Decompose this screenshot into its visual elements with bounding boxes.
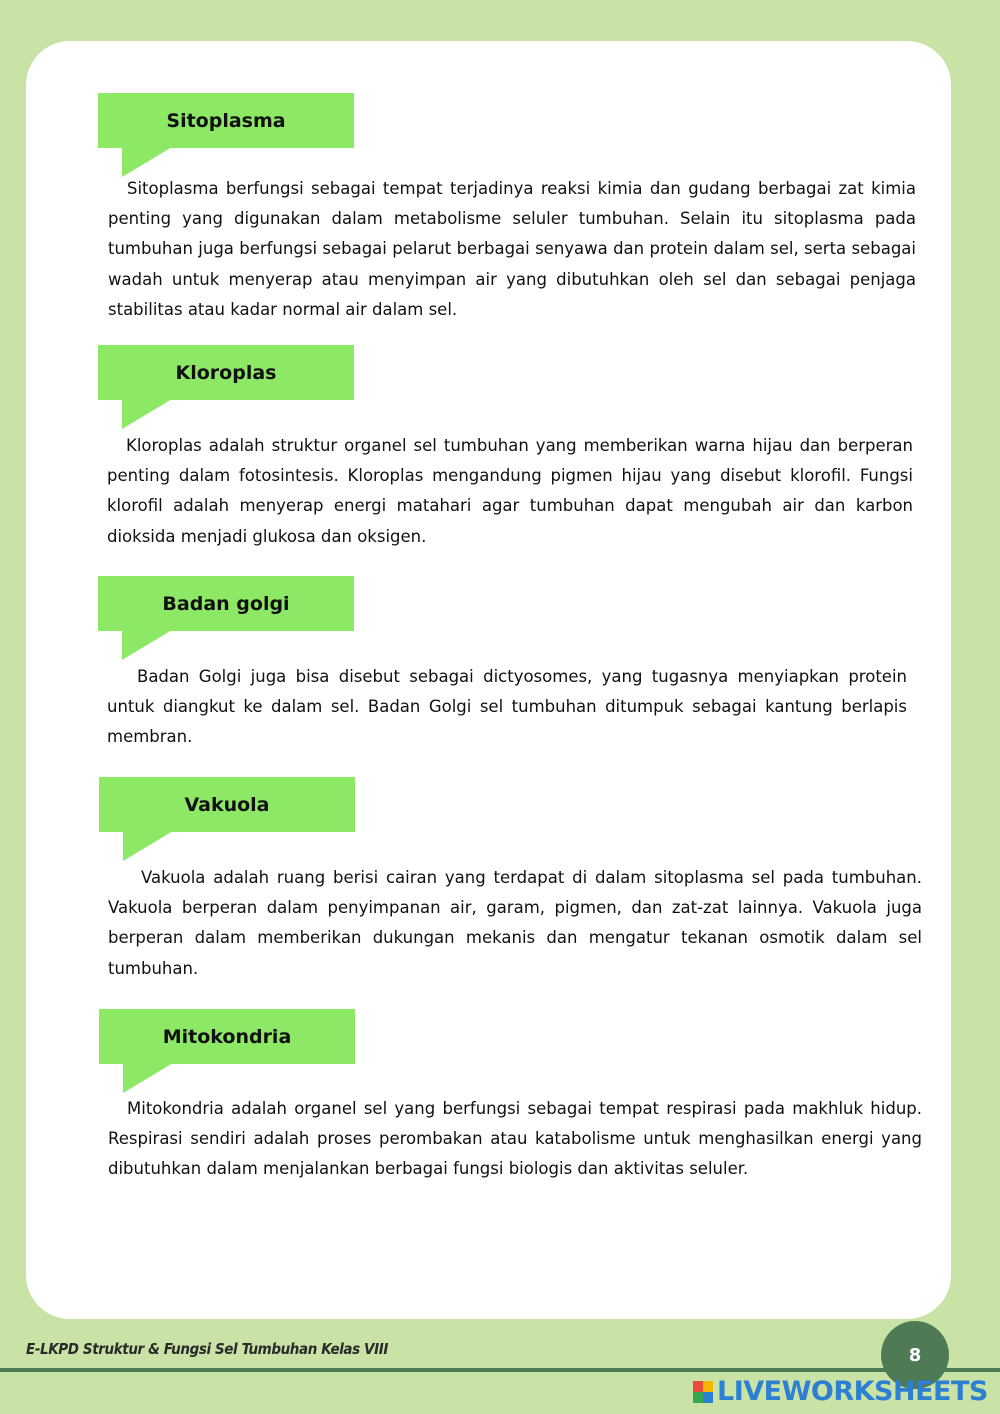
section-label: Kloroplas: [98, 345, 354, 400]
section-paragraph: Vakuola adalah ruang berisi cairan yang terdapat di dalam sitoplasma sel pada tumbuhan. Vakuola berperan dalam penyimpanan air, garam, pigmen, dan zat-zat lainnya. Vakuola juga berperan dalam memberikan dukungan mekanis dan mengatur tekanan osmotik dalam sel tumbuhan.: [108, 868, 922, 978]
section-paragraph: Sitoplasma berfungsi sebagai tempat terjadinya reaksi kimia dan gudang berbagai zat kimia penting yang digunakan dalam metabolisme seluler tumbuhan. Selain itu sitoplasma pada tumbuhan juga berfungsi sebagai pelarut berbagai senyawa dan protein dalam sel, serta sebagai wadah untuk menyerap atau menyimpan air yang dibutuhkan oleh sel dan sebagai penjaga stabilitas atau kadar normal air dalam sel.: [108, 179, 916, 319]
label-tail-shape: [122, 630, 172, 660]
section-label: Sitoplasma: [98, 93, 354, 148]
label-tail-shape: [122, 147, 172, 177]
footer-title: E-LKPD Struktur & Fungsi Sel Tumbuhan Kelas VIII: [26, 1340, 388, 1358]
section-paragraph: Mitokondria adalah organel sel yang berfungsi sebagai tempat respirasi pada makhluk hidup. Respirasi sendiri adalah proses perombakan atau katabolisme untuk menghasilkan energi yang dibutuhkan dalam menjalankan berbagai fungsi biologis dan aktivitas seluler.: [108, 1099, 922, 1179]
page-number-badge: 8: [881, 1321, 949, 1389]
footer-divider: [0, 1368, 1000, 1372]
brand-name: LIVEWORKSHEETS: [717, 1376, 988, 1407]
liveworksheets-logo[interactable]: [693, 1376, 988, 1407]
section-label: Badan golgi: [98, 576, 354, 631]
label-tail-shape: [122, 399, 172, 429]
label-tail-shape: [123, 1063, 173, 1093]
section-paragraph: Kloroplas adalah struktur organel sel tumbuhan yang memberikan warna hijau dan berperan penting dalam fotosintesis. Kloroplas mengandung pigmen hijau yang disebut klorofil. Fungsi klorofil adalah menyerap energi matahari agar tumbuhan dapat mengubah air dan karbon dioksida menjadi glukosa dan oksigen.: [107, 436, 913, 546]
section-paragraph: Badan Golgi juga bisa disebut sebagai dictyosomes, yang tugasnya menyiapkan protein untuk diangkut ke dalam sel. Badan Golgi sel tumbuhan ditumpuk sebagai kantung berlapis membran.: [107, 667, 907, 747]
section-label: Mitokondria: [99, 1009, 355, 1064]
section-label: Vakuola: [99, 777, 355, 832]
page-card: [26, 41, 951, 1319]
liveworksheets-logo-icon: [693, 1381, 713, 1403]
label-tail-shape: [123, 831, 173, 861]
